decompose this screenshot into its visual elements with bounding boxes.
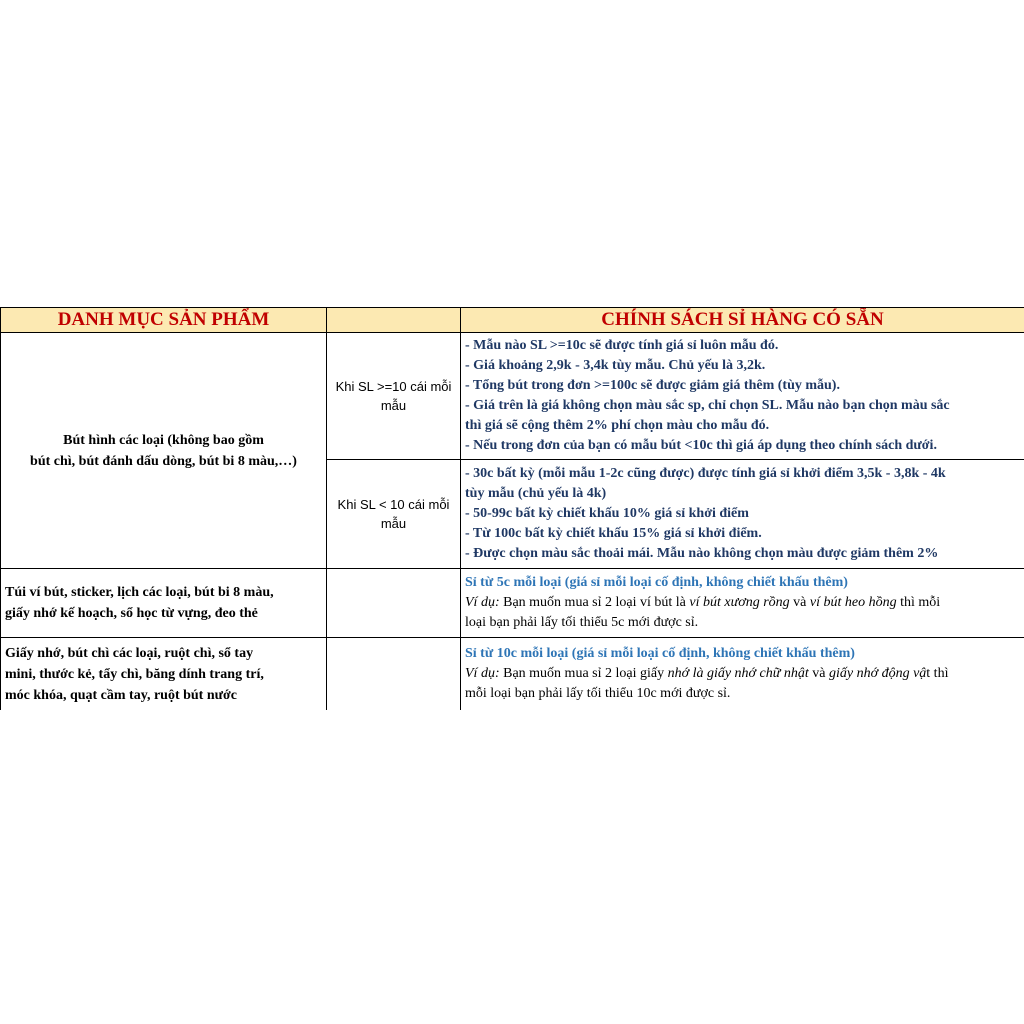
policy-line: - Tổng bút trong đơn >=100c sẽ được giảm giá thêm (tùy mẫu). <box>465 378 840 393</box>
category-cell-pens <box>1 333 327 569</box>
category-line: giấy nhớ kế hoạch, sổ học từ vựng, đeo thẻ <box>5 606 258 621</box>
category-line: Túi ví bút, sticker, lịch các loại, bút bi 8 màu, <box>5 585 274 600</box>
policy-sheet <box>0 307 1024 710</box>
policy-example-line: mỗi loại bạn phải lấy tối thiểu 10c mới được sỉ. <box>465 686 731 701</box>
example-label: Ví dụ: <box>465 595 500 610</box>
policy-cell-min-10 <box>461 638 1024 711</box>
table-row <box>1 638 1024 711</box>
header-policy: CHÍNH SÁCH SỈ HÀNG CÓ SẴN <box>461 308 1024 333</box>
condition-cell-empty <box>327 569 461 638</box>
policy-cell-qty-lt-10 <box>461 460 1024 569</box>
category-cell-notes-pencils <box>1 638 327 711</box>
category-line: Giấy nhớ, bút chì các loại, ruột chì, sổ tay <box>5 645 254 661</box>
example-item: ví bút heo hồng <box>809 595 897 610</box>
policy-line: - 30c bất kỳ (mỗi mẫu 1-2c cũng được) được tính giá sỉ khởi điểm 3,5k - 3,8k - 4k <box>465 466 946 481</box>
example-label: Ví dụ: <box>465 666 500 681</box>
condition-cell-empty <box>327 638 461 711</box>
example-text: và <box>808 666 829 681</box>
policy-line: tùy mẫu (chủ yếu là 4k) <box>465 486 607 501</box>
policy-cell-min-5 <box>461 569 1024 638</box>
header-condition <box>327 308 461 333</box>
policy-example-line: loại bạn phải lấy tối thiểu 5c mới được sỉ. <box>465 615 699 630</box>
policy-cell-qty-ge-10 <box>461 333 1024 460</box>
policy-example-line <box>465 664 1020 684</box>
category-cell-wallets-stickers <box>1 569 327 638</box>
example-item: nhớ là giấy nhớ chữ nhật <box>667 666 809 681</box>
example-text: Bạn muốn mua sỉ 2 loại ví bút là <box>499 595 690 610</box>
policy-line: - Mẫu nào SL >=10c sẽ được tính giá sỉ luôn mẫu đó. <box>465 338 779 353</box>
table-row <box>1 569 1024 638</box>
policy-title: Sỉ từ 5c mỗi loại (giá sỉ mỗi loại cố định, không chiết khấu thêm) <box>465 575 848 590</box>
example-item: giấy nhớ động vậ <box>829 666 927 681</box>
policy-line: - Nếu trong đơn của bạn có mẫu bút <10c thì giá áp dụng theo chính sách dưới. <box>465 438 937 453</box>
example-text: Bạn muốn mua sỉ 2 loại giấy <box>499 666 668 681</box>
table-header-row <box>1 308 1024 333</box>
policy-line: - Từ 100c bất kỳ chiết khấu 15% giá sỉ khởi điểm. <box>465 526 762 541</box>
category-line: Bút hình các loại (không bao gồm <box>63 432 264 448</box>
example-item: ví bút xương rồng <box>689 595 790 610</box>
policy-line: thì giá sẽ cộng thêm 2% phí chọn màu cho mẫu đó. <box>465 418 770 433</box>
example-text: thì mỗi <box>896 595 941 610</box>
table-row <box>1 333 1024 460</box>
policy-line: - Được chọn màu sắc thoải mái. Mẫu nào không chọn màu được giảm thêm 2% <box>465 546 939 561</box>
policy-line: - 50-99c bất kỳ chiết khấu 10% giá sỉ khởi điểm <box>465 506 749 521</box>
example-text: t thì <box>926 666 949 681</box>
policy-title: Sỉ từ 10c mỗi loại (giá sỉ mỗi loại cố định, không chiết khấu thêm) <box>465 646 855 661</box>
policy-line: - Giá khoảng 2,9k - 3,4k tùy mẫu. Chủ yếu là 3,2k. <box>465 358 766 373</box>
category-line: móc khóa, quạt cầm tay, ruột bút nước <box>5 687 237 703</box>
policy-line: - Giá trên là giá không chọn màu sắc sp, chỉ chọn SL. Mẫu nào bạn chọn màu sắc <box>465 398 950 413</box>
policy-example-line <box>465 593 1020 613</box>
wholesale-policy-table <box>0 307 1024 710</box>
category-line: bút chì, bút đánh dấu dòng, bút bi 8 màu,…) <box>30 453 297 469</box>
header-category: DANH MỤC SẢN PHẨM <box>1 308 327 333</box>
example-text: và <box>789 595 810 610</box>
category-line: mini, thước kẻ, tẩy chì, băng dính trang trí, <box>5 666 264 682</box>
condition-cell-qty-ge-10: Khi SL >=10 cái mỗi mẫu <box>327 333 461 460</box>
condition-cell-qty-lt-10: Khi SL < 10 cái mỗi mẫu <box>327 460 461 569</box>
